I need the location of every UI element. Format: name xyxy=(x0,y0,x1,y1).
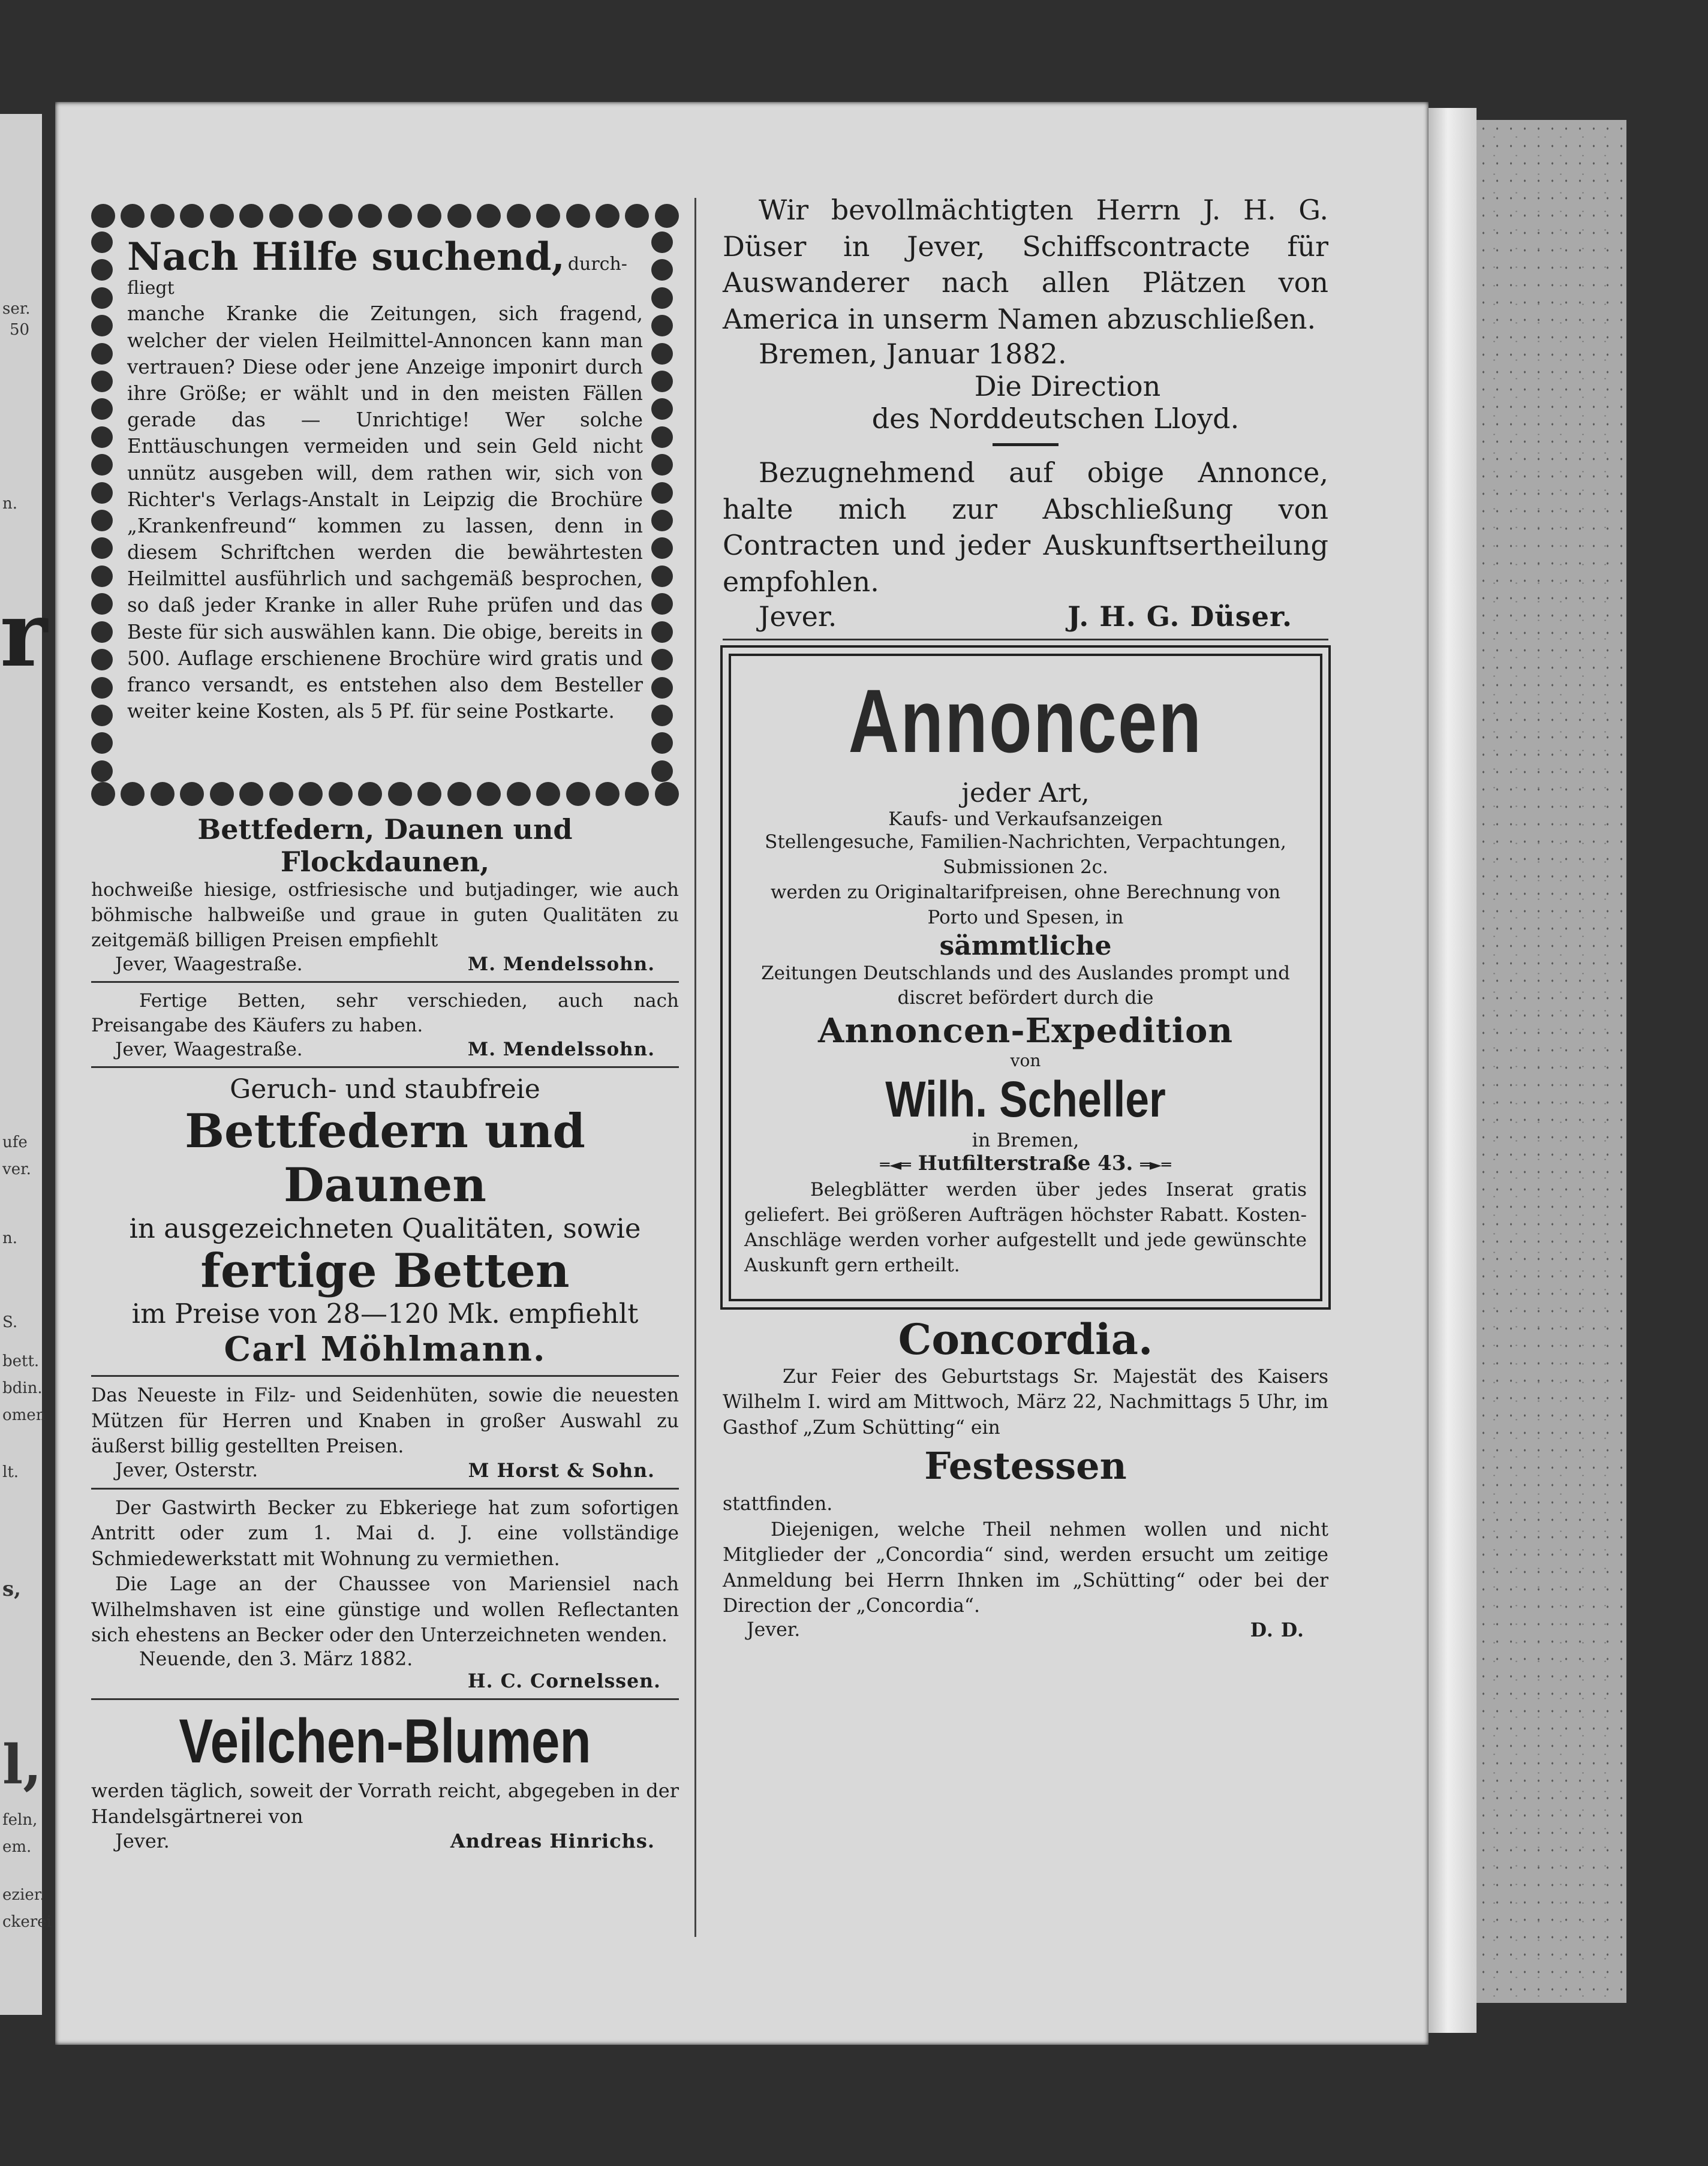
fragment-text: feln, xyxy=(2,1811,38,1829)
becker-advert xyxy=(91,1496,679,1692)
annoncen-line11: Hutfilterstraße 43. xyxy=(918,1151,1133,1176)
divider xyxy=(723,639,1328,640)
hilfe-headline: Nach Hilfe suchend, xyxy=(127,234,565,279)
fragment-text: bdin. xyxy=(2,1379,43,1397)
lloyd-signature-2: des Norddeutschen Lloyd. xyxy=(871,402,1240,435)
concordia-place: Jever. xyxy=(747,1619,801,1641)
veilchen-signature: Andreas Hinrichs. xyxy=(450,1829,655,1852)
fragment-text: ezier. xyxy=(2,1886,45,1904)
veilchen-body: werden täglich, soweit der Vorrath reicht, abgegeben in der Handelsgärtnerei von xyxy=(91,1779,679,1828)
annoncen-line3: Stellengesuche, Familien-Nachrichten, Verpachtungen, Submissionen 2c. xyxy=(765,831,1286,879)
fragment-text: lt. xyxy=(2,1463,19,1481)
moehlmann-advert xyxy=(91,1074,679,1369)
ornament-left-icon: ═◄═ xyxy=(880,1156,911,1175)
moehlmann-line1: Geruch- und staubfreie xyxy=(230,1074,540,1105)
divider xyxy=(91,981,679,983)
lloyd-date: Bremen, Januar 1882. xyxy=(759,337,1067,370)
lloyd-signature-1: Die Direction xyxy=(974,369,1161,402)
betten-body: Fertige Betten, sehr verschieden, auch nach Preisangabe des Käufers zu haben. xyxy=(91,989,679,1037)
fragment-text: ver. xyxy=(2,1160,31,1178)
fragment-text: s, xyxy=(2,1577,21,1601)
moehlmann-line2: Bettfedern und Daunen xyxy=(185,1104,585,1213)
betten-place: Jever, Waagestraße. xyxy=(115,1039,303,1061)
betten-advert xyxy=(91,989,679,1061)
short-divider xyxy=(993,443,1059,446)
veilchen-place: Jever. xyxy=(115,1829,170,1852)
fragment-text: ser. xyxy=(2,300,31,318)
annoncen-title: Annoncen xyxy=(848,670,1203,771)
annoncen-line8: von xyxy=(1010,1051,1041,1071)
concordia-paragraph1: Zur Feier des Geburtstags Sr. Majestät des Kaisers Wilhelm I. wird am Mittwoch, März 22, Nachmittags 5 Uhr, im Gasthof „Zum Schütting“ ein xyxy=(723,1365,1328,1439)
horst-place: Jever, Osterstr. xyxy=(115,1459,258,1481)
dot-border-bottom xyxy=(91,782,679,810)
dot-border-top xyxy=(91,204,679,231)
fragment-text: 50 xyxy=(10,321,30,339)
bettfedern-advert xyxy=(91,813,679,975)
becker-date: Neuende, den 3. März 1882. xyxy=(139,1648,413,1670)
becker-signature: H. C. Cornelssen. xyxy=(467,1669,661,1692)
moehlmann-line6: Carl Möhlmann. xyxy=(224,1329,546,1370)
hilfe-headline-rest: durch-fliegt xyxy=(127,254,627,299)
becker-paragraph1: Der Gastwirth Becker zu Ebkeriege hat zum sofortigen Antritt oder zum 1. Mai d. J. eine vollständige Schmiedewerkstatt mit Wohnung zu vermiethen. xyxy=(91,1497,679,1570)
hilfe-body: manche Kranke die Zeitungen, sich fragend, welcher der vielen Heilmittel-Annoncen kann man vertrauen? Diese oder jene Anzeige imponirt durch ihre Größe; er wählt und in den meisten Fällen gerade das — Unrichtige! Wer solche Enttäuschungen vermeiden und sein Geld nicht unnütz ausgeben will, dem rathen wir, sich von Richter's Verlags-Anstalt in Leipzig die Brochüre „Krankenfreund“ kommen zu lassen, denn in diesem Schriftchen werden die bewährtesten Heilmittel ausführlich und sachgemäß besprochen, so daß jeder Kranke in aller Ruhe prüfen und das Beste für sich auswählen kann. Die obige, bereits in 500. Auflage erschienene Brochüre wird gratis und franco versandt, es entstehen also dem Besteller weiter keine Kosten, als 5 Pf. für seine Postkarte. xyxy=(127,302,643,723)
concordia-advert xyxy=(723,1314,1328,1641)
becker-paragraph2: Die Lage an der Chaussee von Mariensiel nach Wilhelmshaven ist eine günstige und wollen Reflectanten sich ehestens an Becker oder den Unterzeichneten wenden. xyxy=(91,1574,679,1647)
betten-signature: M. Mendelssohn. xyxy=(467,1039,655,1061)
bettfedern-body: hochweiße hiesige, ostfriesische und butjadinger, wie auch böhmische halbweiße und graue in guten Qualitäten zu zeitgemäß billigen Preisen empfiehlt xyxy=(91,879,679,951)
fragment-text: l, xyxy=(2,1733,42,1797)
annoncen-line2: Kaufs- und Verkaufsanzeigen xyxy=(888,808,1163,831)
left-column xyxy=(91,204,679,1852)
dot-border-right xyxy=(651,231,679,782)
dueser-signature: J. H. G. Düser. xyxy=(1068,600,1292,633)
annoncen-line10: in Bremen, xyxy=(972,1129,1079,1152)
bettfedern-title: Bettfedern, Daunen und Flockdaunen, xyxy=(197,813,573,878)
fragment-text: ufe xyxy=(2,1133,28,1151)
dueser-body: Bezugnehmend auf obige Annonce, halte mich zur Abschließung von Contracten und jeder Auskunftsertheilung empfohlen. xyxy=(723,456,1328,598)
veilchen-title: Veilchen-Blumen xyxy=(179,1706,591,1776)
annoncen-line4: werden zu Originaltarifpreisen, ohne Berechnung von Porto und Spesen, in xyxy=(770,881,1281,928)
annoncen-line1: jeder Art, xyxy=(961,778,1090,809)
right-column xyxy=(723,192,1328,1641)
binding-board xyxy=(1477,120,1626,2003)
fragment-text: n. xyxy=(2,495,18,513)
ornament-right-icon: ═►═ xyxy=(1140,1156,1171,1175)
moehlmann-line3: in ausgezeichneten Qualitäten, sowie xyxy=(129,1212,641,1244)
moehlmann-line5: im Preise von 28—120 Mk. empfiehlt xyxy=(131,1298,639,1330)
divider xyxy=(91,1488,679,1490)
concordia-festessen: Festessen xyxy=(924,1444,1127,1488)
fragment-text: bett. xyxy=(2,1352,40,1370)
concordia-paragraph3: Diejenigen, welche Theil nehmen wollen und nicht Mitglieder der „Concordia“ sind, werden ersucht um zeitige Anmeldung bei Herrn Ihnken im „Schütting“ oder bei der Direction der „Concordia“. xyxy=(723,1518,1328,1617)
fragment-text: S. xyxy=(2,1313,18,1331)
bettfedern-place: Jever, Waagestraße. xyxy=(115,953,303,975)
hilfe-advert xyxy=(91,204,679,810)
bettfedern-signature: M. Mendelssohn. xyxy=(467,953,655,975)
dueser-advert xyxy=(723,455,1328,633)
lloyd-body: Wir bevollmächtigten Herrn J. H. G. Düser in Jever, Schiffscontracte für Auswanderer nach allen Plätzen von America in unserm Namen abzuschließen. xyxy=(723,194,1328,336)
annoncen-advert xyxy=(729,654,1322,1301)
divider xyxy=(91,1066,679,1068)
annoncen-line6: Zeitungen Deutschlands und des Auslandes prompt und discret befördert durch die xyxy=(761,962,1290,1009)
dot-border-left xyxy=(91,231,119,782)
column-separator xyxy=(694,198,696,1937)
horst-signature: M Horst & Sohn. xyxy=(468,1459,655,1482)
divider xyxy=(91,1375,679,1377)
concordia-signature: D. D. xyxy=(1250,1619,1304,1641)
concordia-paragraph2: stattfinden. xyxy=(723,1493,833,1515)
facing-page-fragment xyxy=(0,114,52,2015)
concordia-title: Concordia. xyxy=(898,1314,1153,1364)
horst-advert xyxy=(91,1383,679,1482)
annoncen-line9: Wilh. Scheller xyxy=(885,1071,1166,1128)
horst-body: Das Neueste in Filz- und Seidenhüten, sowie die neuesten Mützen für Herren und Knaben in großer Auswahl zu äußerst billig gestellten Preisen. xyxy=(91,1385,679,1458)
annoncen-line5: sämmtliche xyxy=(939,930,1112,961)
page-stack-edge xyxy=(1429,108,1477,2033)
fragment-text: r xyxy=(0,582,48,687)
divider xyxy=(91,1698,679,1700)
fragment-text: ckerei xyxy=(2,1913,52,1931)
lloyd-advert xyxy=(723,192,1328,435)
fragment-text: omen xyxy=(2,1406,46,1424)
fragment-text: n. xyxy=(2,1229,18,1247)
veilchen-advert xyxy=(91,1706,679,1852)
fragment-text: em. xyxy=(2,1838,32,1856)
moehlmann-line4: fertige Betten xyxy=(200,1243,570,1298)
annoncen-line12: Belegblätter werden über jedes Inserat gratis geliefert. Bei größeren Aufträgen höchster Rabatt. Kosten-Anschläge werden vorher aufgestellt und jede gewünschte Auskunft gern ertheilt. xyxy=(744,1179,1307,1276)
dueser-place: Jever. xyxy=(759,600,837,633)
annoncen-line7: Annoncen-Expedition xyxy=(817,1011,1234,1051)
